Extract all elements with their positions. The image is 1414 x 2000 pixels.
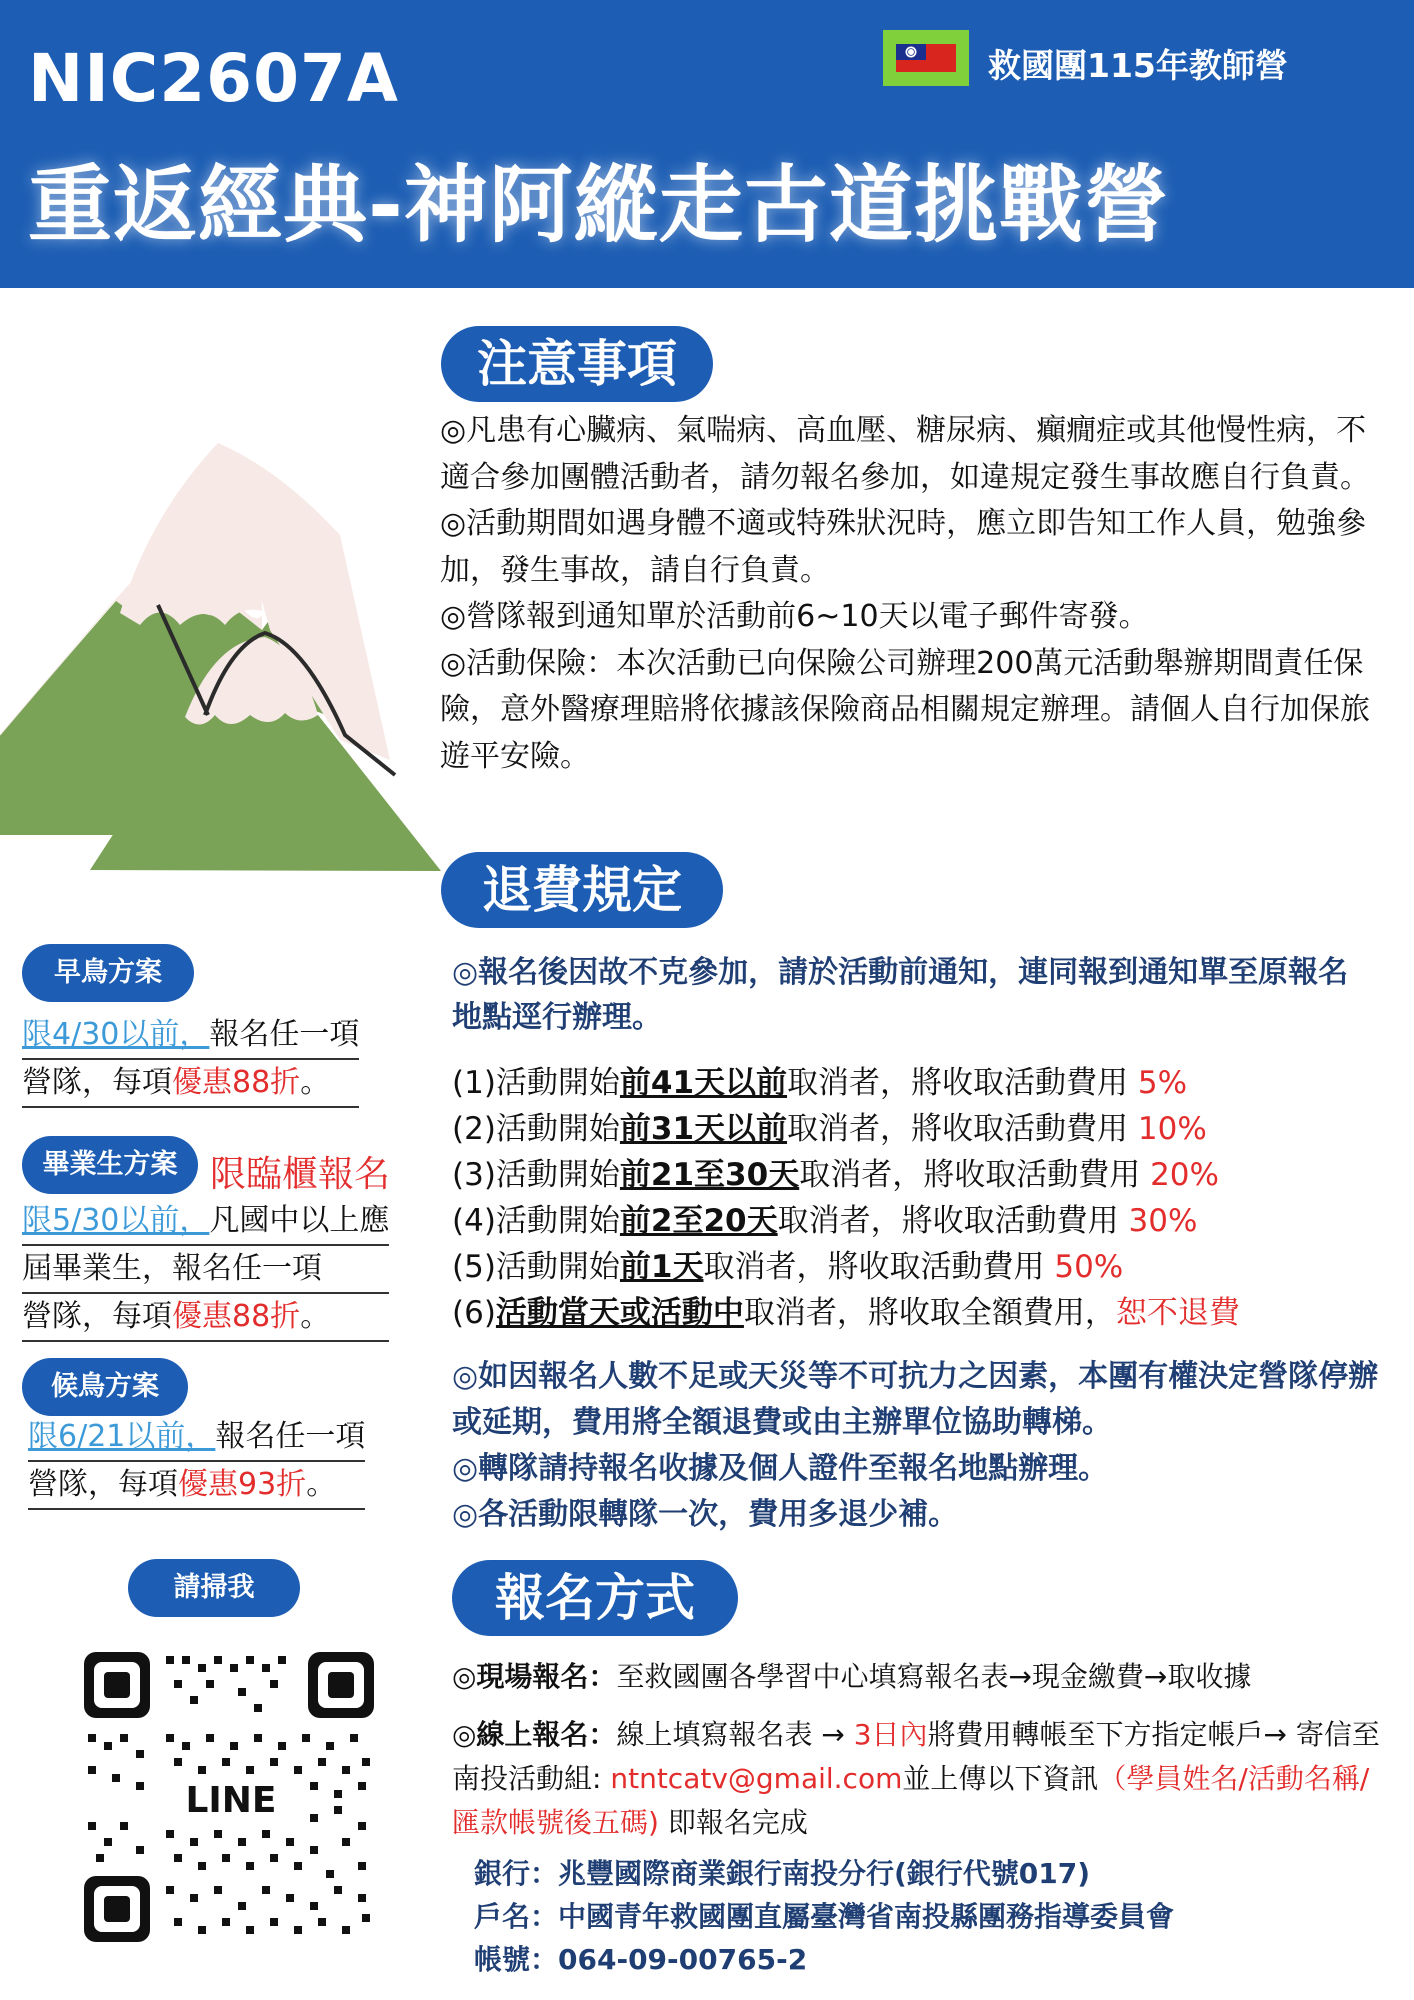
contact-email[interactable]: ntntcatv@gmail.com [610, 1762, 903, 1795]
notice-item: ◎活動保險：本次活動已向保險公司辦理200萬元活動舉辦期間責任保險，意外醫療理賠將依據該保險商品相關規定辦理。請個人自行加保旅遊平安險。 [440, 645, 1370, 774]
refund-rule: (5)活動開始前1天取消者，將收取活動費用 50% [452, 1249, 1124, 1285]
refund-rule: (2)活動開始前31天以前取消者，將收取活動費用 10% [452, 1111, 1207, 1147]
flag-badge [883, 30, 969, 86]
qr-line-label: LINE [185, 1780, 277, 1821]
camp-code: NIC2607A [28, 40, 399, 117]
notice-item: ◎營隊報到通知單於活動前6~10天以電子郵件寄發。 [440, 599, 1149, 634]
registration-heading: 報名方式 [452, 1560, 738, 1636]
registration-section [452, 1655, 1392, 1859]
refund-rule: (4)活動開始前2至20天取消者，將收取活動費用 30% [452, 1203, 1198, 1239]
counter-only-tag: 限臨櫃報名 [210, 1154, 391, 1195]
early-bird-badge: 早鳥方案 [22, 944, 194, 1002]
notice-heading: 注意事項 [441, 326, 713, 402]
notice-item: ◎活動期間如遇身體不適或特殊狀況時，應立即告知工作人員，勉強參加，發生事故，請自行負責。 [440, 506, 1367, 588]
mountain-illustration [0, 415, 500, 895]
late-bird-plan: 限6/21以前，報名任一項 營隊，每項優惠93折。 [28, 1414, 365, 1510]
refund-notes [452, 1354, 1392, 1538]
account-name: 戶名：中國青年救國團直屬臺灣省南投縣團務指導委員會 [474, 1900, 1175, 1933]
late-bird-badge: 候鳥方案 [22, 1358, 188, 1416]
early-bird-plan: 限4/30以前，報名任一項 營隊，每項優惠88折。 [22, 1012, 359, 1108]
qr-code[interactable] [84, 1652, 374, 1942]
refund-note: ◎各活動限轉隊一次，費用多退少補。 [452, 1497, 959, 1532]
online-registration: ◎線上報名：線上填寫報名表 → 3日內將費用轉帳至下方指定帳戶→ 寄信至南投活動組: ntntcatv@gmail.com並上傳以下資訊（學員姓名/活動名稱/匯款帳號後五碼) 即報名完成 [452, 1718, 1380, 1839]
refund-rule: (6)活動當天或活動中取消者，將收取全額費用，恕不退費 [452, 1295, 1240, 1331]
notice-item: ◎凡患有心臟病、氣喘病、高血壓、糖尿病、癲癇症或其他慢性病，不適合參加團體活動者，請勿報名參加，如違規定發生事故應自行負責。 [440, 413, 1370, 495]
refund-heading: 退費規定 [441, 852, 723, 928]
camp-title: 重返經典-神阿縱走古道挑戰營 [28, 156, 1169, 254]
bank-info [474, 1852, 1374, 1981]
refund-rule: (3)活動開始前21至30天取消者，將收取活動費用 20% [452, 1157, 1219, 1193]
refund-rules [452, 1060, 1372, 1336]
refund-note: ◎轉隊請持報名收據及個人證件至報名地點辦理。 [452, 1451, 1109, 1486]
refund-intro: ◎報名後因故不克參加，請於活動前通知，連同報到通知單至原報名地點逕行辦理。 [452, 955, 1349, 1035]
header-banner [0, 0, 1414, 288]
refund-note: ◎如因報名人數不足或天災等不可抗力之因素，本團有權決定營隊停辦或延期，費用將全額退費或由主辦單位協助轉梯。 [452, 1359, 1379, 1440]
refund-rule: (1)活動開始前41天以前取消者，將收取活動費用 5% [452, 1065, 1188, 1101]
graduate-plan: 限5/30以前，凡國中以上應 屆畢業生，報名任一項 營隊，每項優惠88折。 [22, 1198, 389, 1342]
account-number: 帳號：064-09-00765-2 [474, 1943, 808, 1976]
graduate-badge: 畢業生方案 [22, 1136, 198, 1194]
bank-name: 銀行：兆豐國際商業銀行南投分行(銀行代號017) [474, 1857, 1091, 1890]
notice-section [440, 408, 1380, 780]
flag-icon [896, 44, 956, 72]
onsite-registration: ◎現場報名：至救國團各學習中心填寫報名表→現金繳費→取收據 [452, 1660, 1252, 1693]
organizer-label: 救國團115年教師營 [988, 46, 1288, 85]
scan-me-badge: 請掃我 [128, 1559, 300, 1617]
